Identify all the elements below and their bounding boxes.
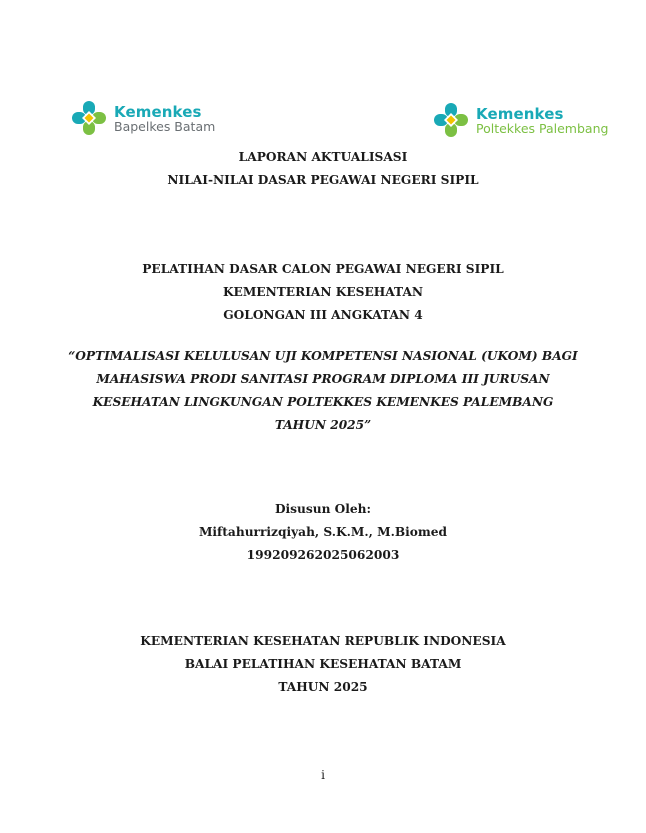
- page-number: i: [321, 768, 325, 782]
- report-title-line: NILAI-NILAI DASAR PEGAWAI NEGERI SIPIL: [167, 173, 479, 187]
- institution-line: TAHUN 2025: [278, 680, 368, 694]
- topic-line: TAHUN 2025”: [274, 418, 372, 432]
- logo-brand-text: Kemenkes: [476, 104, 564, 123]
- logo-brand-text: Kemenkes: [114, 102, 202, 121]
- author-block: [0, 498, 646, 567]
- kemenkes-emblem-icon: [70, 99, 108, 139]
- topic-line: MAHASISWA PRODI SANITASI PROGRAM DIPLOMA III JURUSAN: [96, 372, 550, 386]
- report-title: [0, 146, 646, 192]
- author-id: 199209262025062003: [246, 548, 400, 562]
- institution-line: KEMENTERIAN KESEHATAN REPUBLIK INDONESIA: [140, 634, 506, 648]
- kemenkes-emblem-icon: [432, 101, 470, 141]
- institution-block: [0, 630, 646, 699]
- topic-line: KESEHATAN LINGKUNGAN POLTEKKES KEMENKES PALEMBANG: [92, 395, 554, 409]
- author-label: Disusun Oleh:: [274, 502, 372, 516]
- topic-title: [0, 345, 646, 437]
- logo-unit-text: Poltekkes Palembang: [476, 121, 609, 137]
- kemenkes-bapelkes-logo: [70, 99, 215, 139]
- training-line: KEMENTERIAN KESEHATAN: [222, 285, 424, 299]
- kemenkes-poltekkes-logo: [432, 101, 608, 141]
- training-line: GOLONGAN III ANGKATAN 4: [223, 308, 423, 322]
- training-block: [0, 258, 646, 327]
- topic-line: “OPTIMALISASI KELULUSAN UJI KOMPETENSI NASIONAL (UKOM) BAGI: [68, 349, 578, 363]
- report-title-line: LAPORAN AKTUALISASI: [238, 150, 408, 164]
- author-name: Miftahurrizqiyah, S.K.M., M.Biomed: [198, 525, 448, 539]
- training-line: PELATIHAN DASAR CALON PEGAWAI NEGERI SIPIL: [142, 262, 504, 276]
- logo-unit-text: Bapelkes Batam: [114, 119, 216, 135]
- institution-line: BALAI PELATIHAN KESEHATAN BATAM: [184, 657, 462, 671]
